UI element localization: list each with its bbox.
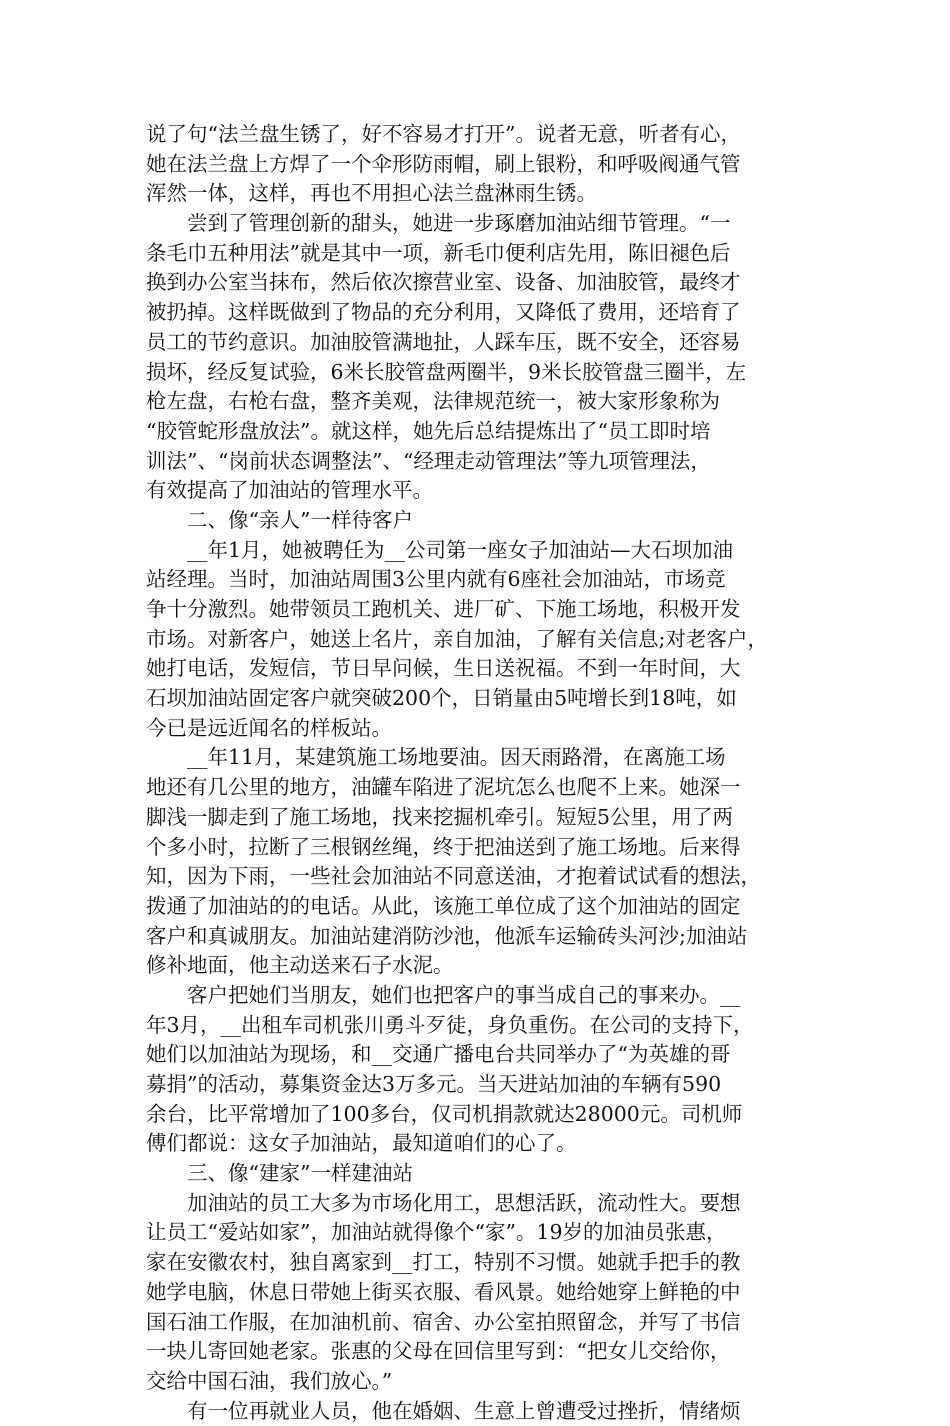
text-line: 她打电话，发短信，节日早问候，生日送祝福。不到一年时间，大: [146, 656, 741, 681]
text-line: 年3月，__出租车司机张川勇斗歹徒，身负重伤。在公司的支持下，: [146, 1012, 754, 1037]
text-line: 被扔掉。这样既做到了物品的充分利用，又降低了费用，还培育了: [146, 300, 741, 325]
text-line: 修补地面，他主动送来石子水泥。: [146, 953, 454, 978]
text-line: 枪左盘，右枪右盘，整齐美观，法律规范统一，被大家形象称为: [146, 389, 720, 414]
text-line: 加油站的员工大多为市场化用工，思想活跃，流动性大。要想: [187, 1190, 741, 1215]
text-line: 换到办公室当抹布，然后依次擦营业室、设备、加油胶管，最终才: [146, 270, 741, 295]
text-line: 一块儿寄回她老家。张惠的父母在回信里写到：“把女儿交给你，: [146, 1339, 731, 1364]
text-line: 国石油工作服，在加油机前、宿舍、办公室拍照留念，并写了书信: [146, 1309, 741, 1334]
text-line: 脚浅一脚走到了施工场地，找来挖掘机牵引。短短5公里，用了两: [146, 804, 734, 829]
text-line: 余台，比平常增加了100多台，仅司机捐款就达28000元。司机师: [146, 1101, 743, 1126]
text-line: 客户和真诚朋友。加油站建消防沙池，他派车运输砖头河沙;加油站: [146, 923, 748, 948]
text-line: 训法”、“岗前状态调整法”、“经理走动管理法”等九项管理法，: [146, 448, 711, 473]
text-line: 募捐”的活动，募集资金达3万多元。当天进站加油的车辆有590: [146, 1072, 722, 1096]
text-line: 个多小时，拉断了三根钢丝绳，终于把油送到了施工场地。后来得: [146, 834, 741, 859]
text-line: “胶管蛇形盘放法”。就这样，她先后总结提炼出了“员工即时培: [146, 418, 711, 443]
text-line: 今已是远近闻名的样板站。: [146, 715, 392, 740]
text-line: 她在法兰盘上方焊了一个伞形防雨帽，刷上银粉，和呼吸阀通气管: [146, 151, 741, 176]
text-line: 条毛巾五种用法”就是其中一项，新毛巾便利店先用，陈旧褪色后: [146, 240, 731, 265]
text-line: 有一位再就业人员，他在婚姻、生意上曾遭受过挫折，情绪烦: [187, 1398, 741, 1423]
text-line: __年11月，某建筑施工场地要油。因天雨路滑，在离施工场: [187, 745, 726, 770]
text-line: 拨通了加油站的的电话。从此，该施工单位成了这个加油站的固定: [146, 893, 741, 918]
text-line: 争十分激烈。她带领员工跑机关、进厂矿、下施工场地，积极开发: [146, 597, 741, 621]
text-line: 交给中国石油，我们放心。”: [146, 1368, 393, 1393]
text-line: 她学电脑，休息日带她上街买衣服、看风景。她给她穿上鲜艳的中: [146, 1279, 741, 1304]
text-line: 傅们都说：这女子加油站，最知道咱们的心了。: [146, 1131, 577, 1156]
text-line: 损坏，经反复试验，6米长胶管盘两圈半，9米长胶管盘三圈半，左: [146, 359, 747, 384]
text-line: 市场。对新客户，她送上名片，亲自加油，了解有关信息;对老客户，: [146, 626, 768, 651]
text-line: 三、像“建家”一样建油站: [187, 1161, 413, 1186]
text-line: 浑然一体，这样，再也不用担心法兰盘淋雨生锈。: [146, 181, 597, 206]
text-line: 家在安徽农村，独自离家到__打工，特别不习惯。她就手把手的教: [146, 1250, 741, 1275]
text-line: 石坝加油站固定客户就突破200个，日销量由5吨增长到18吨，如: [146, 686, 737, 711]
text-line: 地还有几公里的地方，油罐车陷进了泥坑怎么也爬不上来。她深一: [146, 775, 741, 800]
text-line: 有效提高了加油站的管理水平。: [146, 478, 433, 503]
text-line: 说了句“法兰盘生锈了，好不容易才打开”。说者无意，听者有心，: [146, 122, 741, 146]
text-line: 尝到了管理创新的甜头，她进一步琢磨加油站细节管理。“一: [187, 211, 731, 236]
text-line: 二、像“亲人”一样待客户: [187, 507, 413, 532]
text-line: 客户把她们当朋友，她们也把客户的事当成自己的事来办。__: [187, 982, 741, 1007]
document-page: [146, 120, 806, 1426]
text-line: 站经理。当时，加油站周围3公里内就有6座社会加油站，市场竞: [146, 567, 726, 592]
text-line: __年1月，她被聘任为__公司第一座女子加油站—大石坝加油: [187, 537, 734, 562]
text-line: 她们以加油站为现场，和__交通广播电台共同举办了“为英雄的哥: [146, 1042, 731, 1067]
text-line: 让员工“爱站如家”，加油站就得像个“家”。19岁的加油员张惠，: [146, 1220, 727, 1245]
text-line: 知，因为下雨，一些社会加油站不同意送油，才抱着试试看的想法，: [146, 864, 761, 889]
text-line: 员工的节约意识。加油胶管满地扯，人踩车压，既不安全，还容易: [146, 329, 741, 354]
